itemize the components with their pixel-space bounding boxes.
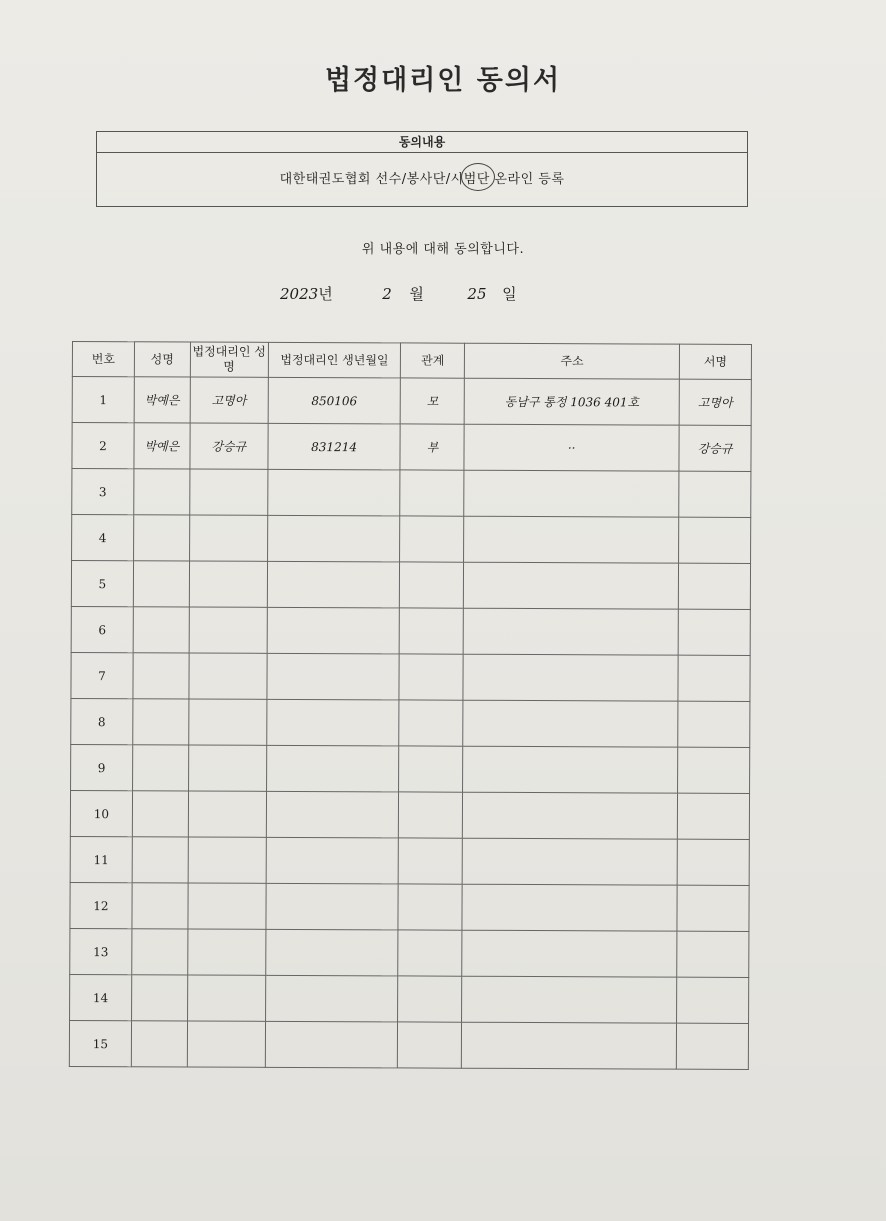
guardian-birth <box>267 561 400 608</box>
address <box>463 700 678 747</box>
address: 동남구 통정 1036 401호 <box>464 378 679 425</box>
student-name <box>133 561 189 607</box>
table-row <box>70 836 749 885</box>
guardian-birth <box>266 837 399 884</box>
address <box>464 516 679 563</box>
date-day: 25 <box>467 285 487 303</box>
header-number: 번호 <box>72 342 134 377</box>
student-name <box>131 1021 187 1067</box>
address <box>464 470 679 517</box>
relation <box>399 654 463 700</box>
student-name <box>134 469 190 515</box>
guardian-birth: 831214 <box>268 423 401 470</box>
signature <box>678 609 750 655</box>
table-row <box>72 469 751 518</box>
relation <box>398 976 462 1022</box>
signature <box>677 885 749 931</box>
address <box>462 976 677 1023</box>
header-relation: 관계 <box>401 343 465 378</box>
consent-box <box>96 131 748 207</box>
guardian-birth <box>265 929 398 976</box>
student-name <box>133 653 189 699</box>
guardian-birth <box>267 469 400 516</box>
table-row <box>72 377 751 426</box>
table-row <box>71 652 750 701</box>
address <box>464 562 679 609</box>
row-number: 7 <box>71 652 133 698</box>
student-name <box>132 837 188 883</box>
guardian-name <box>189 699 267 745</box>
student-name <box>132 929 188 975</box>
row-number: 15 <box>69 1020 131 1066</box>
guardian-birth <box>266 699 399 746</box>
row-number: 9 <box>71 744 133 790</box>
address: ·· <box>464 424 679 471</box>
guardian-birth <box>267 607 400 654</box>
guardian-name <box>187 975 265 1021</box>
relation <box>400 608 464 654</box>
relation <box>399 700 463 746</box>
table-row <box>70 882 749 931</box>
guardian-birth <box>265 975 398 1022</box>
guardian-birth <box>266 791 399 838</box>
table-row <box>70 790 749 839</box>
agreement-statement: 위 내용에 대해 동의합니다. <box>361 242 525 257</box>
guardian-birth <box>267 653 400 700</box>
guardian-name <box>188 929 266 975</box>
signature <box>678 747 750 793</box>
guardian-name <box>188 883 266 929</box>
row-number: 8 <box>71 698 133 744</box>
table-row <box>72 423 751 472</box>
address <box>463 792 678 839</box>
guardian-name <box>189 515 267 561</box>
student-name <box>133 515 189 561</box>
guardian-birth: 850106 <box>268 377 401 424</box>
header-signature: 서명 <box>679 344 751 379</box>
guardian-name <box>188 745 266 791</box>
guardian-name <box>188 791 266 837</box>
row-number: 2 <box>72 423 134 469</box>
consent-content: 대한태권도협회 선수/봉사단/시범단 온라인 등록 <box>279 172 565 187</box>
guardian-name <box>189 653 267 699</box>
table-header-row <box>72 342 751 380</box>
table-row <box>71 561 750 610</box>
row-number: 6 <box>71 606 133 652</box>
table-row <box>72 515 751 564</box>
relation <box>399 792 463 838</box>
row-number: 1 <box>72 377 134 423</box>
table-row <box>70 928 749 977</box>
relation <box>400 562 464 608</box>
table-row <box>71 698 750 747</box>
row-number: 5 <box>71 561 133 607</box>
header-guardian-name: 법정대리인 성명 <box>190 342 268 377</box>
table-row <box>71 744 750 793</box>
relation <box>399 838 463 884</box>
signature <box>678 701 750 747</box>
guardian-name: 강승규 <box>190 423 268 469</box>
guardian-name <box>189 561 267 607</box>
signature <box>677 793 749 839</box>
date-day-unit: 일 <box>502 285 517 303</box>
row-number: 12 <box>70 882 132 928</box>
relation <box>399 746 463 792</box>
row-number: 4 <box>72 515 134 561</box>
date-line <box>280 283 517 304</box>
consent-header: 동의내용 <box>97 132 747 153</box>
row-number: 10 <box>70 790 132 836</box>
student-name: 박예은 <box>134 423 190 469</box>
student-name <box>131 975 187 1021</box>
hand-drawn-circle-mark <box>461 163 495 191</box>
relation <box>398 884 462 930</box>
row-number: 3 <box>72 469 134 515</box>
relation: 모 <box>401 378 465 424</box>
relation <box>398 1022 462 1068</box>
student-name <box>132 883 188 929</box>
relation <box>400 470 464 516</box>
table-row <box>71 606 750 655</box>
row-number: 14 <box>70 974 132 1020</box>
student-name <box>132 745 188 791</box>
guardian-birth <box>267 515 400 562</box>
signature <box>677 931 749 977</box>
table-row <box>69 1020 748 1069</box>
guardian-birth <box>266 745 399 792</box>
row-number: 11 <box>70 836 132 882</box>
relation: 부 <box>400 424 464 470</box>
relation <box>398 930 462 976</box>
date-month: 2 <box>382 285 392 303</box>
guardian-birth <box>265 1021 398 1068</box>
guardian-table <box>69 341 752 1070</box>
date-year-unit: 년 <box>318 285 333 303</box>
signature <box>678 563 750 609</box>
header-guardian-birth: 법정대리인 생년월일 <box>268 342 401 378</box>
address <box>462 930 677 977</box>
student-name: 박예은 <box>134 377 190 423</box>
header-address: 주소 <box>465 343 680 379</box>
signature: 고명아 <box>679 379 751 425</box>
guardian-name <box>189 607 267 653</box>
signature <box>678 655 750 701</box>
signature <box>676 1023 748 1069</box>
address <box>463 654 678 701</box>
student-name <box>133 699 189 745</box>
signature <box>679 471 751 517</box>
guardian-name <box>187 1021 265 1067</box>
address <box>463 746 678 793</box>
row-number: 13 <box>70 928 132 974</box>
guardian-birth <box>266 883 399 930</box>
table-row <box>70 974 749 1023</box>
signature <box>677 839 749 885</box>
relation <box>400 516 464 562</box>
guardian-name <box>188 837 266 883</box>
student-name <box>132 791 188 837</box>
address <box>462 838 677 885</box>
signature <box>679 517 751 563</box>
date-year: 2023 <box>280 285 319 303</box>
header-name: 성명 <box>134 342 190 377</box>
signature: 강승규 <box>679 425 751 471</box>
signature <box>677 977 749 1023</box>
guardian-name <box>190 469 268 515</box>
student-name <box>133 607 189 653</box>
guardian-name: 고명아 <box>190 377 268 423</box>
date-month-unit: 월 <box>409 285 424 303</box>
address <box>462 884 677 931</box>
address <box>463 608 678 655</box>
address <box>462 1022 677 1069</box>
page-title: 법정대리인 동의서 <box>324 65 562 96</box>
